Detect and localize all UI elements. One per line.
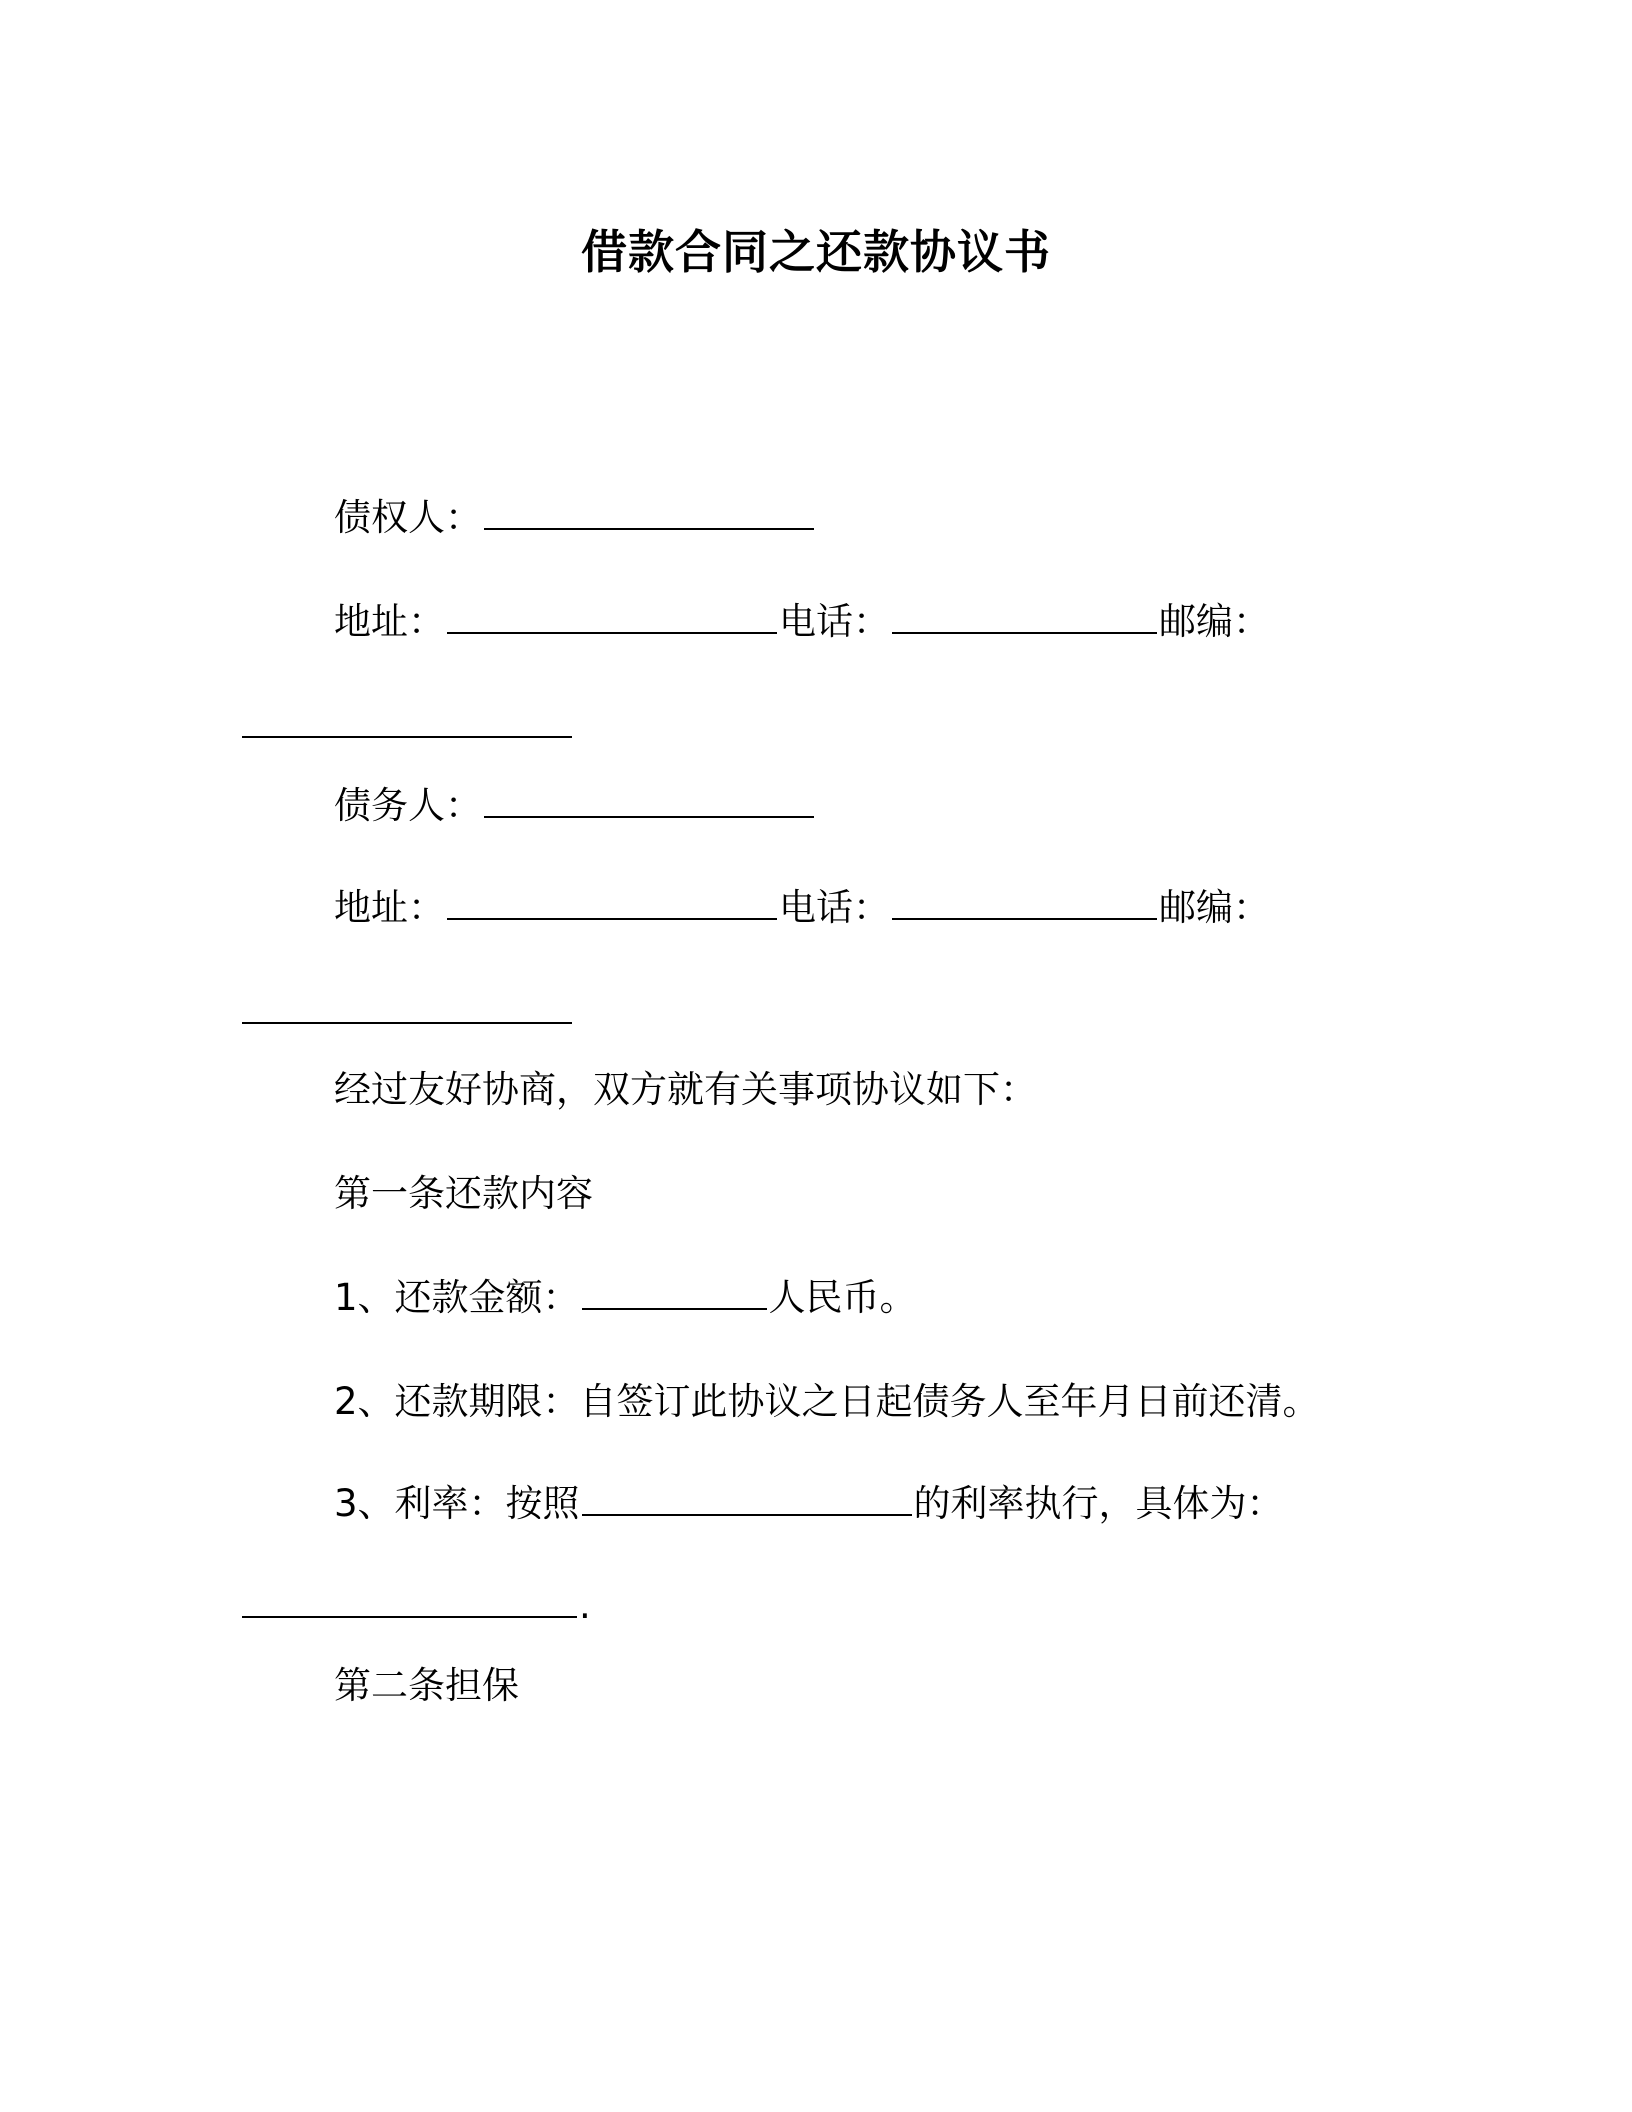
item1-line [334,1272,917,1324]
interest-rate-basis-blank [582,1484,912,1516]
debtor-contact-line [334,882,1270,934]
debtor-phone-blank [892,888,1157,920]
creditor-postcode-line [240,700,574,752]
repayment-amount-blank [582,1278,767,1310]
creditor-phone-label: 电话： [779,600,890,643]
creditor-address-blank [447,602,777,634]
debtor-postcode-line [240,986,574,1038]
debtor-postcode-label: 邮编： [1159,886,1270,929]
item1-suffix: 人民币。 [768,1276,917,1319]
interest-rate-detail-blank [242,1586,577,1618]
article2-heading: 第二条担保 [334,1664,519,1707]
creditor-address-label: 地址： [334,600,445,643]
item3-end: . [579,1584,591,1627]
debtor-phone-label: 电话： [779,886,890,929]
item3-continuation-line [240,1580,591,1632]
debtor-address-label: 地址： [334,886,445,929]
debtor-postcode-blank [242,992,572,1024]
debtor-address-blank [447,888,777,920]
debtor-line [334,780,816,832]
creditor-contact-line [334,596,1270,648]
debtor-name-blank [484,786,814,818]
creditor-postcode-blank [242,706,572,738]
creditor-line [334,492,816,544]
document-title: 借款合同之还款协议书 [581,225,1051,279]
item3-suffix: 的利率执行，具体为： [913,1482,1284,1525]
item3-prefix: 3、利率：按照 [334,1482,580,1525]
intro-paragraph: 经过友好协商，双方就有关事项协议如下： [334,1068,1037,1111]
debtor-label: 债务人： [334,784,482,827]
creditor-postcode-label: 邮编： [1159,600,1270,643]
creditor-name-blank [484,498,814,530]
item2-line: 2、还款期限：自签订此协议之日起债务人至年月日前还清。 [334,1380,1320,1423]
article1-heading: 第一条还款内容 [334,1172,593,1215]
creditor-label: 债权人： [334,496,482,539]
creditor-phone-blank [892,602,1157,634]
item1-prefix: 1、还款金额： [334,1276,580,1319]
item3-line [334,1478,1284,1530]
